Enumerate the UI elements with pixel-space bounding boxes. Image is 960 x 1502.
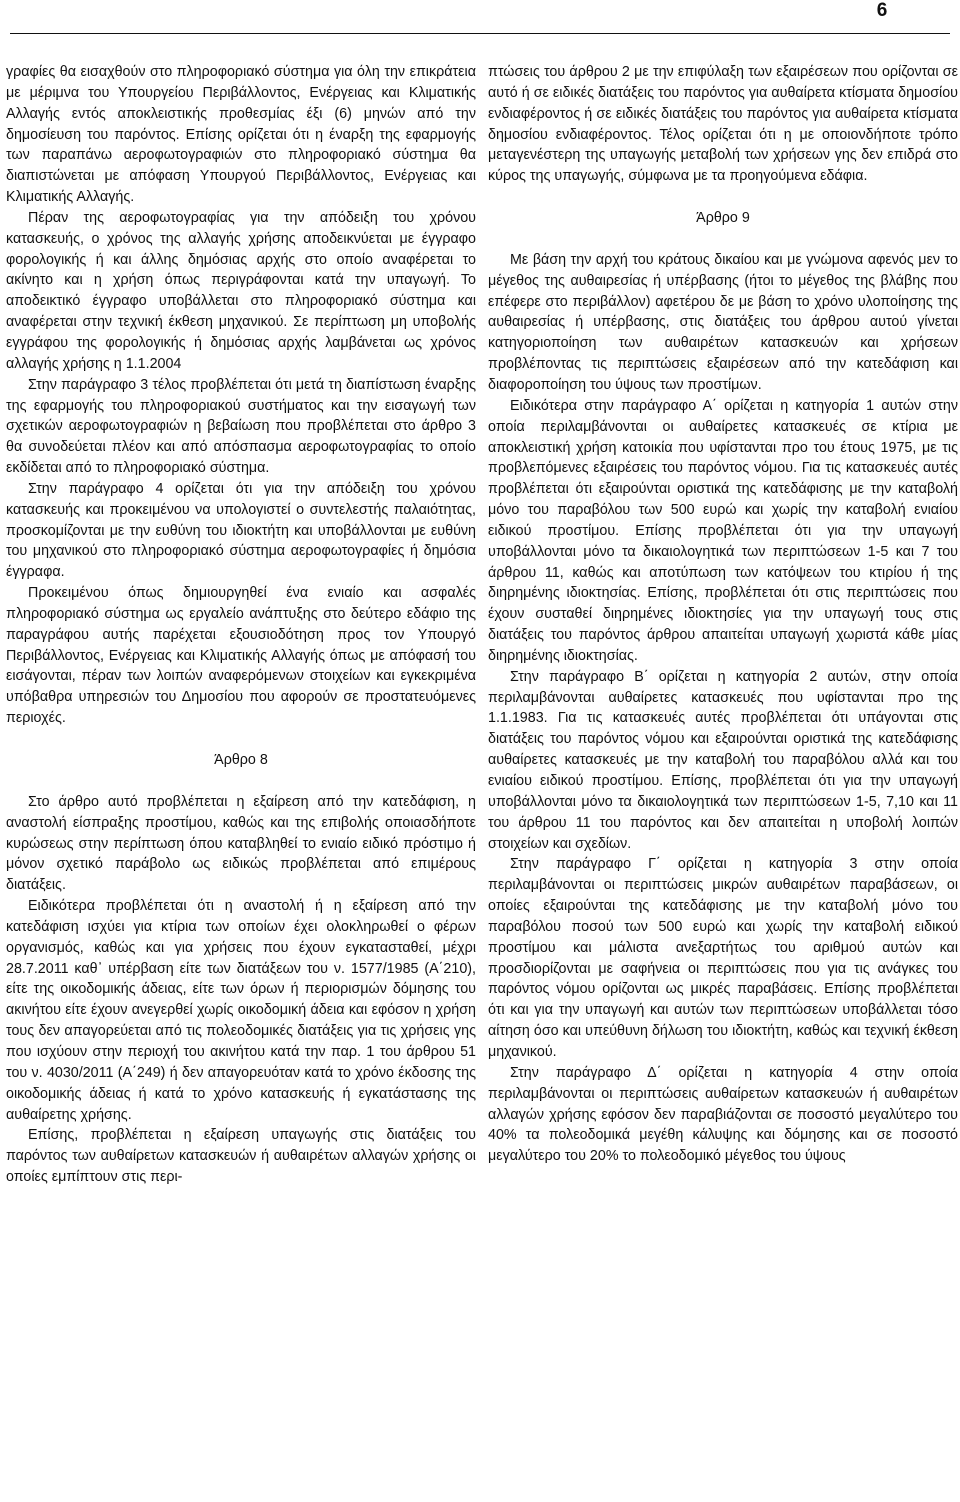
article-heading: Άρθρο 8	[214, 752, 268, 768]
paragraph: Προκειμένου όπως δημιουργηθεί ένα ενιαίο και ασφαλές πληροφοριακό σύστημα ως εργαλείο ανάπτυξης στο δεύτερο εδάφιο της παραγράφου αυτής παρέχεται εξουσιοδότηση προς τον Υπουργό Περιβάλλοντος, Ενέργειας και Κλιματικής Αλλαγής όπως με απόφασή του εισάγονται, πέραν των λοιπών αναφερόμενων στοιχείων και εγκεκριμένα υπόβαθρα υπηρεσιών του Δημοσίου που αφορούν σε προστατευόμενες περιοχές.	[6, 585, 476, 727]
header-rule	[10, 33, 950, 34]
paragraph-continuation: πτώσεις του άρθρου 2 με την επιφύλαξη των εξαιρέσεων που ορίζονται σε αυτό ή σε ειδικές διατάξεις του παρόντος για αυθαίρετα κτίσματα δημοσίου ενδιαφέροντος ή σε ειδικές διατάξεις του παρόντος για αυθαίρετα κτίσματα δημοσίου ενδιαφέροντος. Τέλος ορίζεται ότι η με οποιονδήποτε τρόπο μεταγενέστερη της υπαγωγής μεταβολή των χρήσεων γης δεν επιδρά στο κύρος της υπαγωγής, σύμφωνα με τα προηγούμενα εδάφια.	[488, 64, 958, 185]
page-number: 6	[876, 0, 888, 21]
paragraph: Στο άρθρο αυτό προβλέπεται η εξαίρεση από την κατεδάφιση, η αναστολή είσπραξης προστίμου, καθώς και της επιβολής οποιασδήποτε κυρώσεως στην περίπτωση όπου καταβληθεί το ενιαίο ειδικό πρόστιμο ή μόνον σχετικό παράβολο ως ειδικώς προβλέπεται από επιμέρους διατάξεις.	[6, 793, 476, 894]
article-heading: Άρθρο 9	[696, 210, 750, 227]
paragraph: Ειδικότερα προβλέπεται ότι η αναστολή ή η εξαίρεση από την κατεδάφιση ισχύει για κτίρια των οποίων έχει ολοκληρωθεί ο φέρων οργανισμός, καθώς και για χρήσεις που έχουν εγκατασταθεί, μέχρι 28.7.2011 καθ᾽ υπέρβαση είτε των διατάξεων του ν. 1577/1985 (Α΄210), είτε της οικοδομικής άδειας, είτε των όρων ή περιορισμών δόμησης του ακινήτου είτε έχουν ανεγερθεί χωρίς οικοδομική άδεια και εφόσον η χρήση τους δεν απαγορεύεται από τις πολεοδομικές διατάξεις για τις χρήσεις γης που ισχύουν στην περιοχή του ακινήτου κατά την παρ. 1 του άρθρου 51 του ν. 4030/2011 (Α΄249) ή δεν απαγορευόταν κατά το χρόνο έκδοσης της οικοδομικής άδειας ή κατά το χρόνο κατασκευής ή εγκατάστασης της αυθαίρετης χρήσης.	[6, 898, 476, 1123]
paragraph: Επίσης, προβλέπεται η εξαίρεση υπαγωγής στις διατάξεις του παρόντος των αυθαίρετων κατασκευών ή αυθαιρέτων αλλαγών χρήσης οι οποίες εμπίπτουν στις περι-	[6, 1127, 476, 1186]
paragraph: Στην παράγραφο Δ΄ ορίζεται η κατηγορία 4 στην οποία περιλαμβάνονται οι περιπτώσεις αυθαίρετων κατασκευών ή αυθαιρέτων αλλαγών χρήσης εφόσον δεν παραβιάζονται σε ποσοστό μεγαλύτερο του 40% τα πολεοδομικά μεγέθη κάλυψης και δόμησης και σε ποσοστό μεγαλύτερο του 20% το πολεοδομικό μέγεθος του ύψους	[488, 1064, 958, 1165]
left-column	[6, 62, 476, 1188]
paragraph: Πέραν της αεροφωτογραφίας για την απόδειξη του χρόνου κατασκευής, ο χρόνος της αλλαγής χρήσης αποδεικνύεται με έγγραφο φορολογικής ή και άλλης δημόσιας αρχής στο οποίο αναφέρεται το ακίνητο και η χρήση όπως περιγράφονται κατά την υπαγωγή. Το αποδεικτικό έγγραφο υποβάλλεται στο πληροφοριακό σύστημα και αναφέρεται στην τεχνική έκθεση μηχανικού. Σε περίπτωση μη υποβολής εγγράφου της φορολογικής ή δημόσιας αρχής λαμβάνεται ως χρόνος αλλαγής χρήσης η 1.1.2004	[6, 209, 476, 372]
paragraph: Με βάση την αρχή του κράτους δικαίου και με γνώμονα αφενός μεν το μέγεθος της αυθαιρεσίας ή υπέρβασης (ήτοι το μέγεθος της βλάβης που επέφερε στο περιβάλλον) αφετέρου δε με βάση το χρόνο υλοποίησης της αυθαιρεσίας ή υπέρβασης, στις διατάξεις του άρθρου αυτού γίνεται κατηγοριοποίηση των αυθαιρέτων κατασκευών και χρήσεων προβλέποντας τις περιπτώσεις εξαιρέσεων από την κατεδάφιση και διαφοροποίηση του ύψους των προστίμων.	[488, 251, 958, 393]
paragraph: Στην παράγραφο Β΄ ορίζεται η κατηγορία 2 αυτών, στην οποία περιλαμβάνονται αυθαίρετες κατασκευές που υφίστανται προ της 1.1.1983. Για τις κατασκευές αυτές προβλέπεται ότι υπάγονται στις διατάξεις του παρόντος νόμου και εξαιρούνται οριστικά της κατεδάφισης αυθαίρετες κατασκευές με την καταβολή του παραβόλου αλλά και του ενιαίου ειδικού προστίμου. Επίσης, προβλέπεται ότι για την υπαγωγή υποβάλλονται μόνο τα δικαιολογητικά των περιπτώσεων 1-5, 7,10 και 11 του άρθρου 11 του παρόντος και δεν απαιτείται η υποβολή λοιπών στοιχείων και σχεδίων.	[488, 668, 958, 852]
right-column	[488, 62, 958, 1167]
paragraph: Στην παράγραφο 3 τέλος προβλέπεται ότι μετά τη διαπίστωση έναρξης της εφαρμογής του πληροφοριακού συστήματος και την εισαγωγή των σχετικών αεροφωτογραφιών η βεβαίωση που προβλέπεται στο άρθρο 3 θα συνοδεύεται πλέον και από απόσπασμα αεροφωτογραφίας το οποίο εκδίδεται από το πληροφοριακό σύστημα.	[6, 376, 476, 477]
paragraph: Στην παράγραφο 4 ορίζεται ότι για την απόδειξη του χρόνου κατασκευής και προκειμένου να υπολογιστεί ο συντελεστής παλαιότητας, προσκομίζονται με την ευθύνη του ιδιοκτήτη και υποβάλλονται με ευθύνη του μηχανικού στο πληροφοριακό σύστημα αεροφωτογραφίες ή δημόσια έγγραφα.	[6, 480, 476, 581]
paragraph-continuation: γραφίες θα εισαχθούν στο πληροφοριακό σύστημα για όλη την επικράτεια με μέριμνα του Υπουργείου Περιβάλλοντος, Ενέργειας και Κλιματικής Αλλαγής εντός αποκλειστικής προθεσμίας έξι (6) μηνών από την δημοσίευση του παρόντος. Επίσης ορίζεται ότι η έναρξη της εφαρμογής των παραπάνω αεροφωτογραφιών στο πληροφοριακό σύστημα θα διαπιστώνεται με απόφαση Υπουργού Περιβάλλοντος, Ενέργειας και Κλιματικής Αλλαγής.	[6, 64, 476, 206]
paragraph: Ειδικότερα στην παράγραφο Α΄ ορίζεται η κατηγορία 1 αυτών στην οποία περιλαμβάνονται οι αυθαίρετες κατασκευές σε κτίρια με αποκλειστική χρήση κατοικία που υφίστανται προ του έτους 1975, με τις προβλεπόμενες εξαιρέσεις του παρόντος νόμου. Για τις κατασκευές αυτές προβλέπεται ότι εξαιρούνται οριστικά της κατεδάφισης με την καταβολή μόνο του παραβόλου των 500 ευρώ και χωρίς την καταβολή ενιαίου ειδικού προστίμου. Επίσης προβλέπεται ότι για την υπαγωγή υποβάλλονται μόνο τα δικαιολογητικά των περιπτώσεων 1-5 και 7 του άρθρου 11, καθώς και αποτύπωση των κατόψεων του κτιρίου ή της διηρημένης ιδιοκτησίας. Επίσης, προβλέπεται ότι στις περιπτώσεις που έχουν συσταθεί διηρημένες ιδιοκτησίες για την υπαγωγή τους στις διατάξεις του παρόντος άρθρου απαιτείται υπαγωγή χωριστά κάθε μίας διηρημένης ιδιοκτησίας.	[488, 397, 958, 664]
paragraph: Στην παράγραφο Γ΄ ορίζεται η κατηγορία 3 στην οποία περιλαμβάνονται οι περιπτώσεις μικρών αυθαιρέτων παραβάσεων, οι οποίες εξαιρούνται της κατεδάφισης με την καταβολή μόνο του παραβόλου ποσού των 500 ευρώ και χωρίς την καταβολή ειδικού προστίμου και μάλιστα ανεξαρτήτως του αριθμού αυτών και προσδιορίζονται με σαφήνεια οι περιπτώσεις που για τις ανάγκες του παρόντος νόμου ορίζονται ως μικρές παραβάσεις. Επίσης προβλέπεται ότι και για την υπαγωγή και αυτών των περιπτώσεων υποβάλλεται τόσο αίτηση όσο και υπεύθυνη δήλωση του ιδιοκτήτη, καθώς και τεχνική έκθεση μηχανικού.	[488, 856, 958, 1060]
